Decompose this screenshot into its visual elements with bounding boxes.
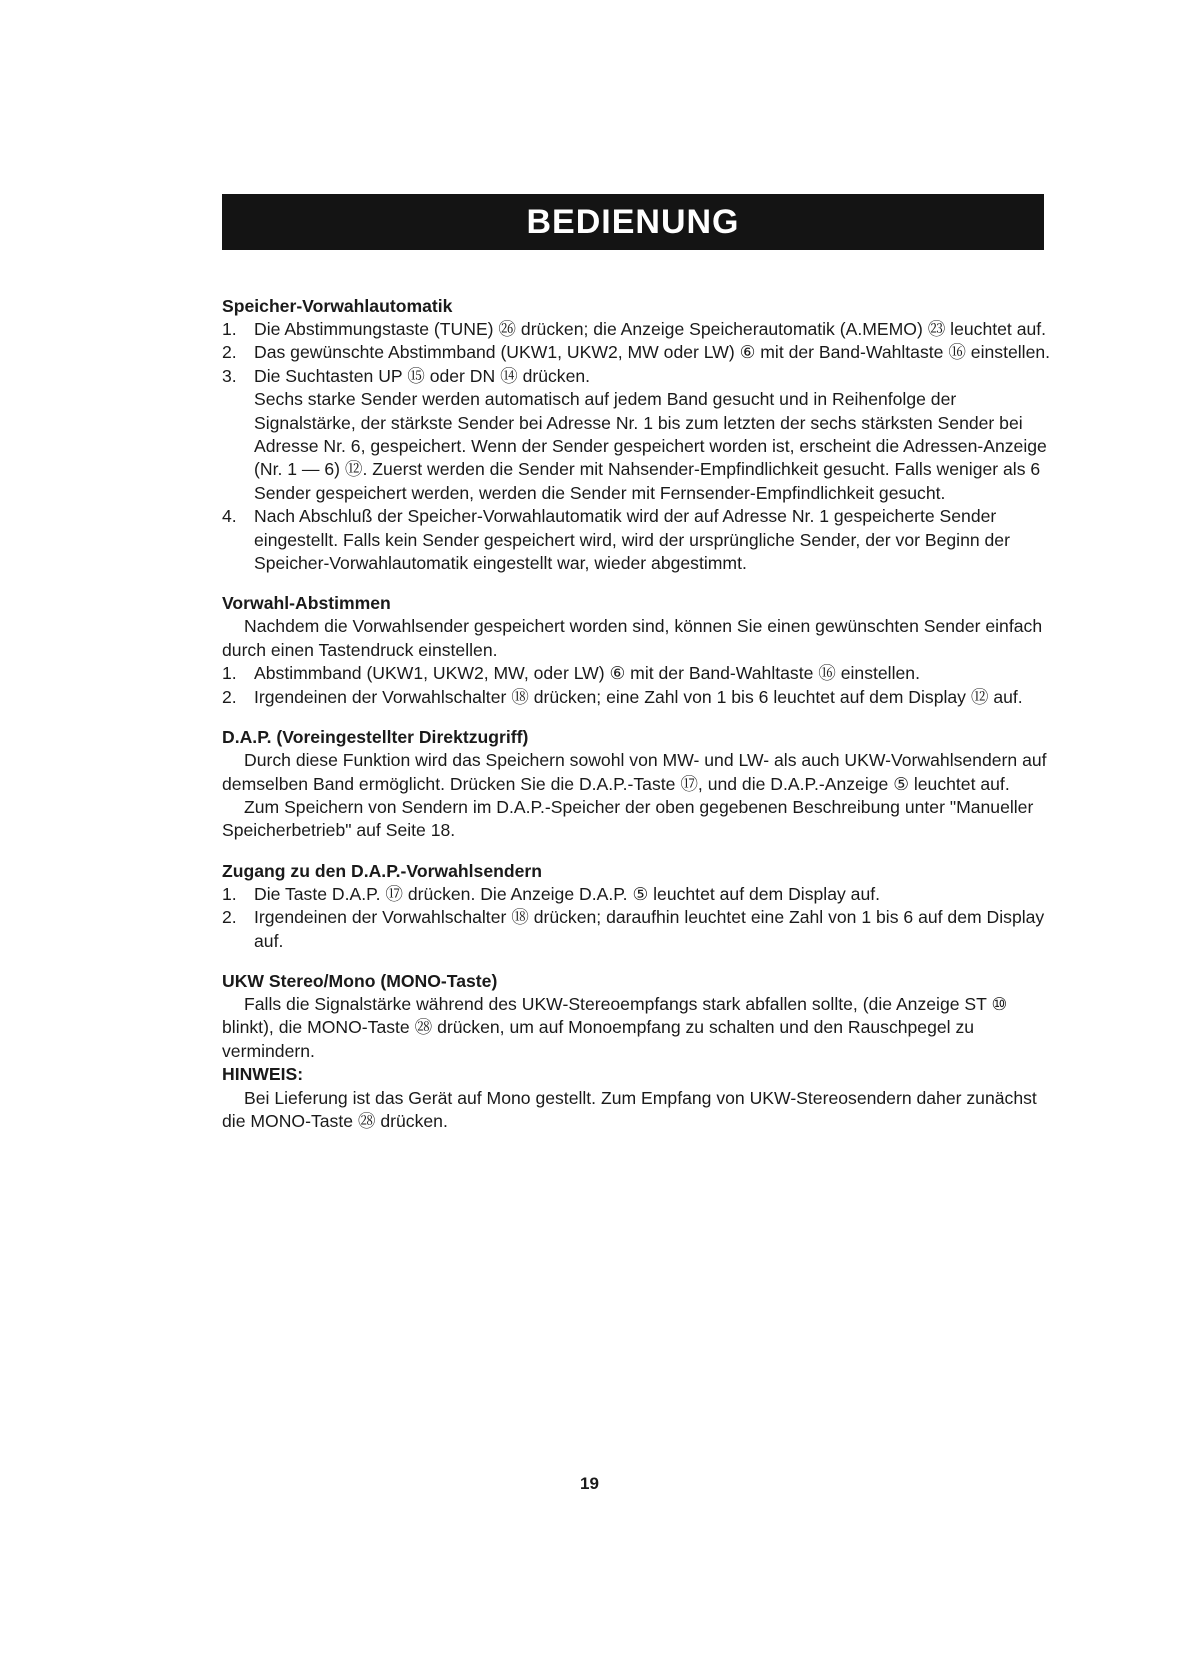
step-text: Die Taste D.A.P. ⑰ drücken. Die Anzeige D.A.P. ⑤ leuchtet auf dem Display auf.: [254, 883, 881, 904]
step-number: 3.: [222, 365, 237, 386]
step-number: 1.: [222, 883, 237, 904]
list-item: [222, 686, 1052, 709]
section-dap: [222, 725, 1052, 843]
step-text: Irgendeinen der Vorwahlschalter ⑱ drücken; eine Zahl von 1 bis 6 leuchtet auf dem Display ⑫ auf.: [254, 686, 1023, 707]
section-title: D.A.P. (Voreingestellter Direktzugriff): [222, 727, 529, 748]
section-dap-access: [222, 859, 1052, 953]
note-label: HINWEIS:: [222, 1064, 304, 1085]
step-text: Die Abstimmungstaste (TUNE) ㉖ drücken; die Anzeige Speicherautomatik (A.MEMO) ㉓ leuchtet auf.: [254, 319, 1047, 339]
step-text: Abstimmband (UKW1, UKW2, MW, oder LW) ⑥ mit der Band-Wahltaste ⑯ einstellen.: [254, 663, 920, 684]
header-bar: [222, 194, 1044, 250]
list-item: [222, 662, 1052, 685]
paragraph: Nachdem die Vorwahlsender gespeichert worden sind, können Sie einen gewünschten Sender einfach durch einen Tastendruck einstellen.: [222, 616, 1043, 660]
step-number: 2.: [222, 907, 237, 928]
step-number: 4.: [222, 506, 237, 527]
list-item: [222, 883, 1052, 906]
step-number: 2.: [222, 342, 237, 363]
step-text: Die Suchtasten UP ⑮ oder DN ⑭ drücken. Sechs starke Sender werden automatisch auf jedem Band gesucht und in Reihenfolge der Signalstärke, der stärkste Sender bei Adresse Nr. 1 bis zum letzten der sechs stärksten Sender bei Adresse Nr. 6, gespeichert. Wenn der Sender gespeichert worden ist, erscheint die Adressen-Anzeige (Nr. 1 — 6) ⑫. Zuerst werden die Sender mit Nahsender-Empfindlichkeit gesucht. Falls weniger als 6 Sender gespeichert werden, werden die Sender mit Fernsender-Empfindlichkeit gesucht.: [254, 365, 1047, 503]
list-item: [222, 505, 1052, 575]
section-title: Zugang zu den D.A.P.-Vorwahlsendern: [222, 860, 542, 881]
page-number: 19: [580, 1474, 599, 1493]
section-memo: [222, 294, 1052, 575]
section-title: Speicher-Vorwahlautomatik: [222, 296, 453, 316]
list-item: [222, 341, 1052, 364]
list-item: [222, 365, 1052, 505]
section-mono: [222, 969, 1052, 1133]
list-item: [222, 906, 1052, 953]
section-title: UKW Stereo/Mono (MONO-Taste): [222, 970, 498, 991]
paragraph: Durch diese Funktion wird das Speichern sowohl von MW- und LW- als auch UKW-Vorwahlsendern auf demselben Band ermöglicht. Drücken Sie die D.A.P.-Taste ⑰, und die D.A.P.-Anzeige ⑤ leuchtet auf.: [222, 750, 1047, 794]
step-text: Irgendeinen der Vorwahlschalter ⑱ drücken; daraufhin leuchtet eine Zahl von 1 bis 6 auf dem Display auf.: [254, 907, 1045, 951]
step-text: Das gewünschte Abstimmband (UKW1, UKW2, MW oder LW) ⑥ mit der Band-Wahltaste ⑯ einstellen.: [254, 342, 1051, 363]
step-number: 1.: [222, 663, 237, 684]
step-list: [222, 883, 1052, 953]
content: [222, 294, 1052, 1149]
step-list: [222, 318, 1052, 575]
step-number: 2.: [222, 686, 237, 707]
paragraph: Falls die Signalstärke während des UKW-Stereoempfangs stark abfallen sollte, (die Anzeige ST ⑩ blinkt), die MONO-Taste ㉘ drücken, um auf Monoempfang zu schalten und den Rauschpegel zu vermindern.: [222, 993, 1008, 1061]
section-title: Vorwahl-Abstimmen: [222, 593, 391, 614]
step-list: [222, 662, 1052, 709]
paragraph: Zum Speichern von Sendern im D.A.P.-Speicher der oben gegebenen Beschreibung unter "Manueller Speicherbetrieb" auf Seite 18.: [222, 796, 1034, 841]
section-preset: [222, 591, 1052, 709]
list-item: [222, 318, 1052, 341]
step-number: 1.: [222, 319, 237, 339]
step-text: Nach Abschluß der Speicher-Vorwahlautomatik wird der auf Adresse Nr. 1 gespeicherte Sender eingestellt. Falls kein Sender gespeichert wird, wird der ursprüngliche Sender, der vor Beginn der Speicher-Vorwahlautomatik eingestellt war, wieder abgestimmt.: [254, 506, 1010, 574]
note-text: Bei Lieferung ist das Gerät auf Mono gestellt. Zum Empfang von UKW-Stereosendern daher zunächst die MONO-Taste ㉘ drücken.: [222, 1087, 1037, 1131]
page-title: BEDIENUNG: [526, 203, 740, 241]
